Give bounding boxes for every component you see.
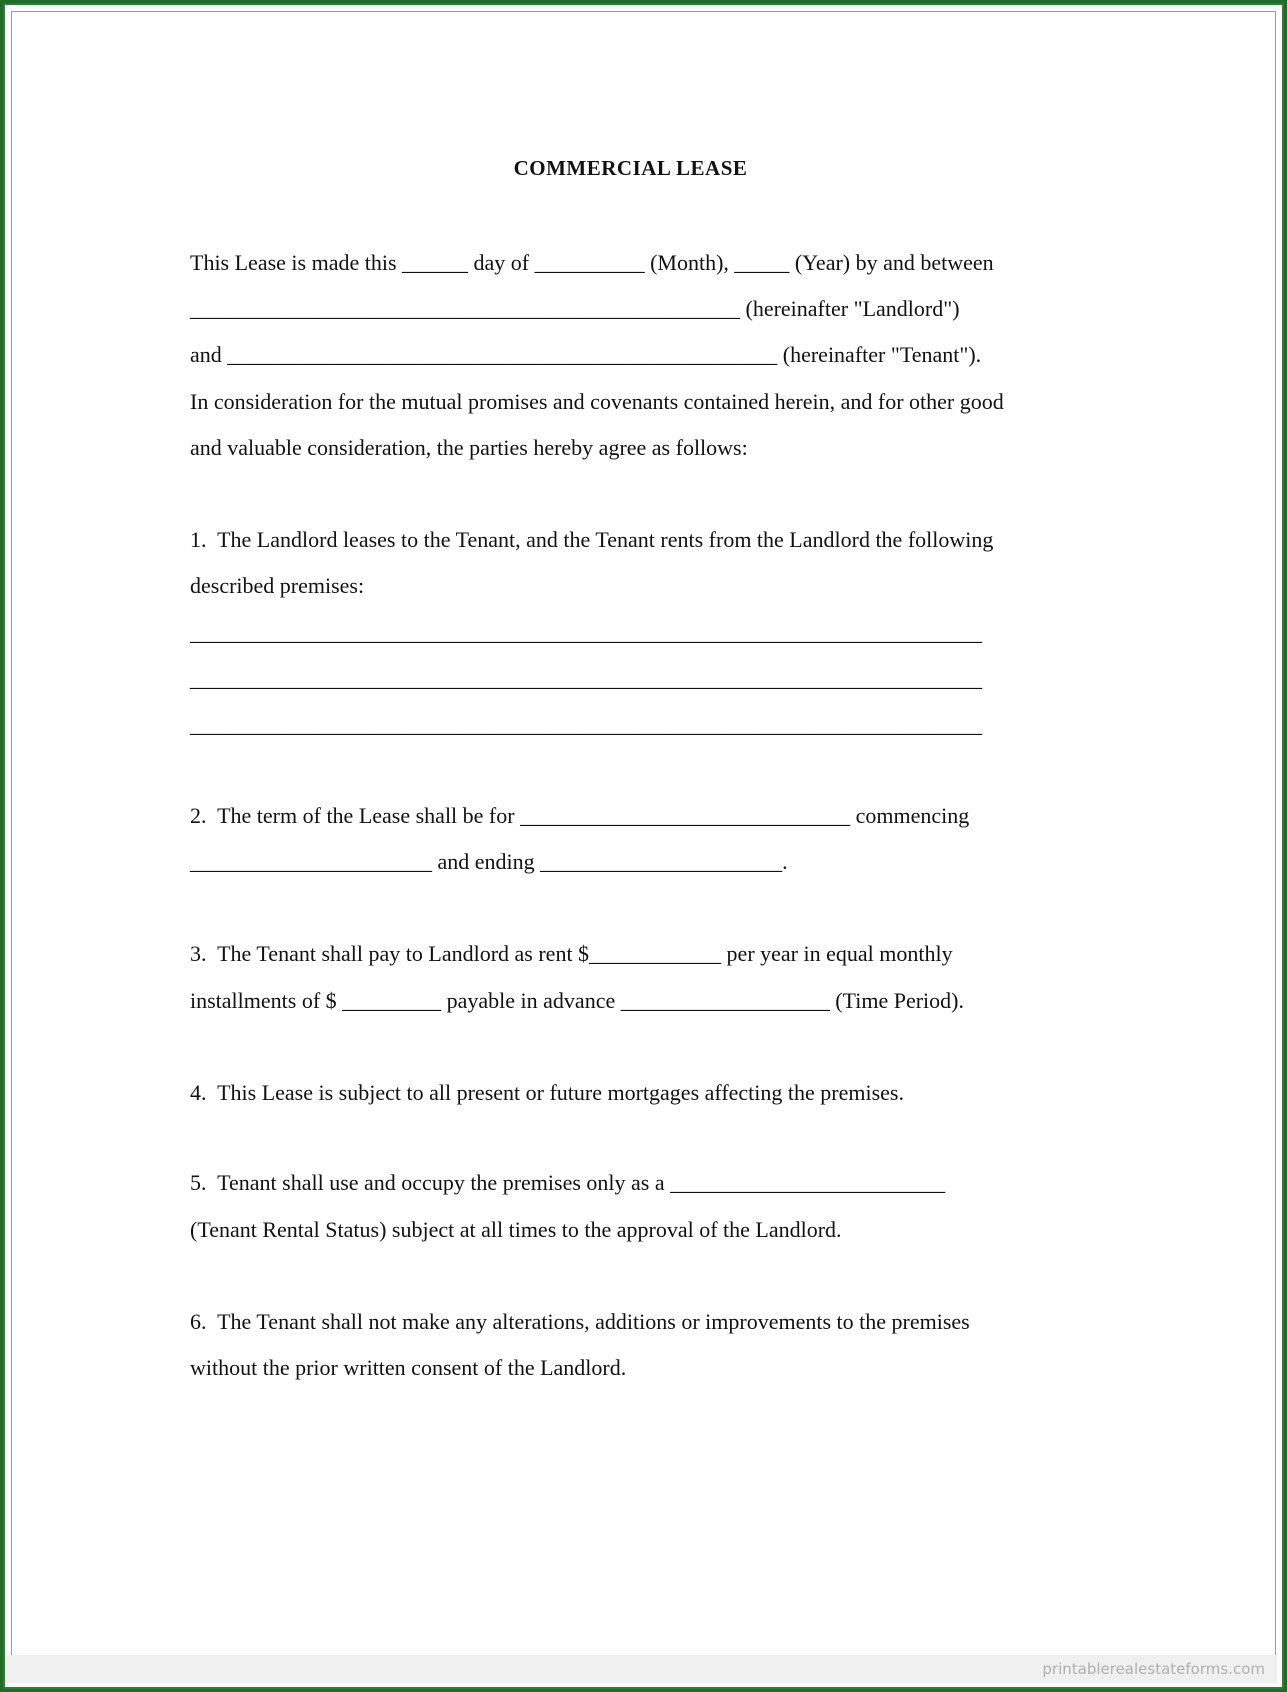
footer-bar [5,1655,1277,1683]
intro-line-2: __________________________________________________ (hereinafter "Landlord") [190,296,960,321]
intro-line-4: In consideration for the mutual promises and covenants contained herein, and for other good [190,389,1004,414]
watermark: printablerealestateforms.com [1042,1660,1265,1678]
clause-5-line-2: (Tenant Rental Status) subject at all times to the approval of the Landlord. [190,1217,842,1242]
document-title: COMMERCIAL LEASE [513,156,748,180]
clause-1-line-1: 1. The Landlord leases to the Tenant, and the Tenant rents from the Landlord the following [190,527,994,552]
clause-2-line-1: 2. The term of the Lease shall be for ______________________________ commencing [190,803,970,828]
premises-blank-3: ________________________________________________________________________ [190,712,982,737]
clause-4-line-1: 4. This Lease is subject to all present or future mortgages affecting the premises. [190,1080,904,1105]
clause-5-line-1: 5. Tenant shall use and occupy the premises only as a _________________________ [190,1170,946,1195]
clause-2-line-2: ______________________ and ending ______________________. [190,849,788,874]
intro-line-1: This Lease is made this ______ day of __________ (Month), _____ (Year) by and between [190,250,994,275]
clause-3-line-1: 3. The Tenant shall pay to Landlord as rent $____________ per year in equal monthly [190,941,953,966]
premises-blank-1: ________________________________________________________________________ [190,620,982,645]
clause-6-line-2: without the prior written consent of the Landlord. [190,1355,627,1380]
clause-6-line-1: 6. The Tenant shall not make any alterations, additions or improvements to the premises [190,1309,970,1334]
intro-line-3: and __________________________________________________ (hereinafter "Tenant"). [190,342,982,367]
clause-1-line-2: described premises: [190,573,365,598]
premises-blank-2: ________________________________________________________________________ [190,666,982,691]
clause-3-line-2: installments of $ _________ payable in advance ___________________ (Time Period). [190,988,964,1013]
intro-line-5: and valuable consideration, the parties hereby agree as follows: [190,435,748,460]
